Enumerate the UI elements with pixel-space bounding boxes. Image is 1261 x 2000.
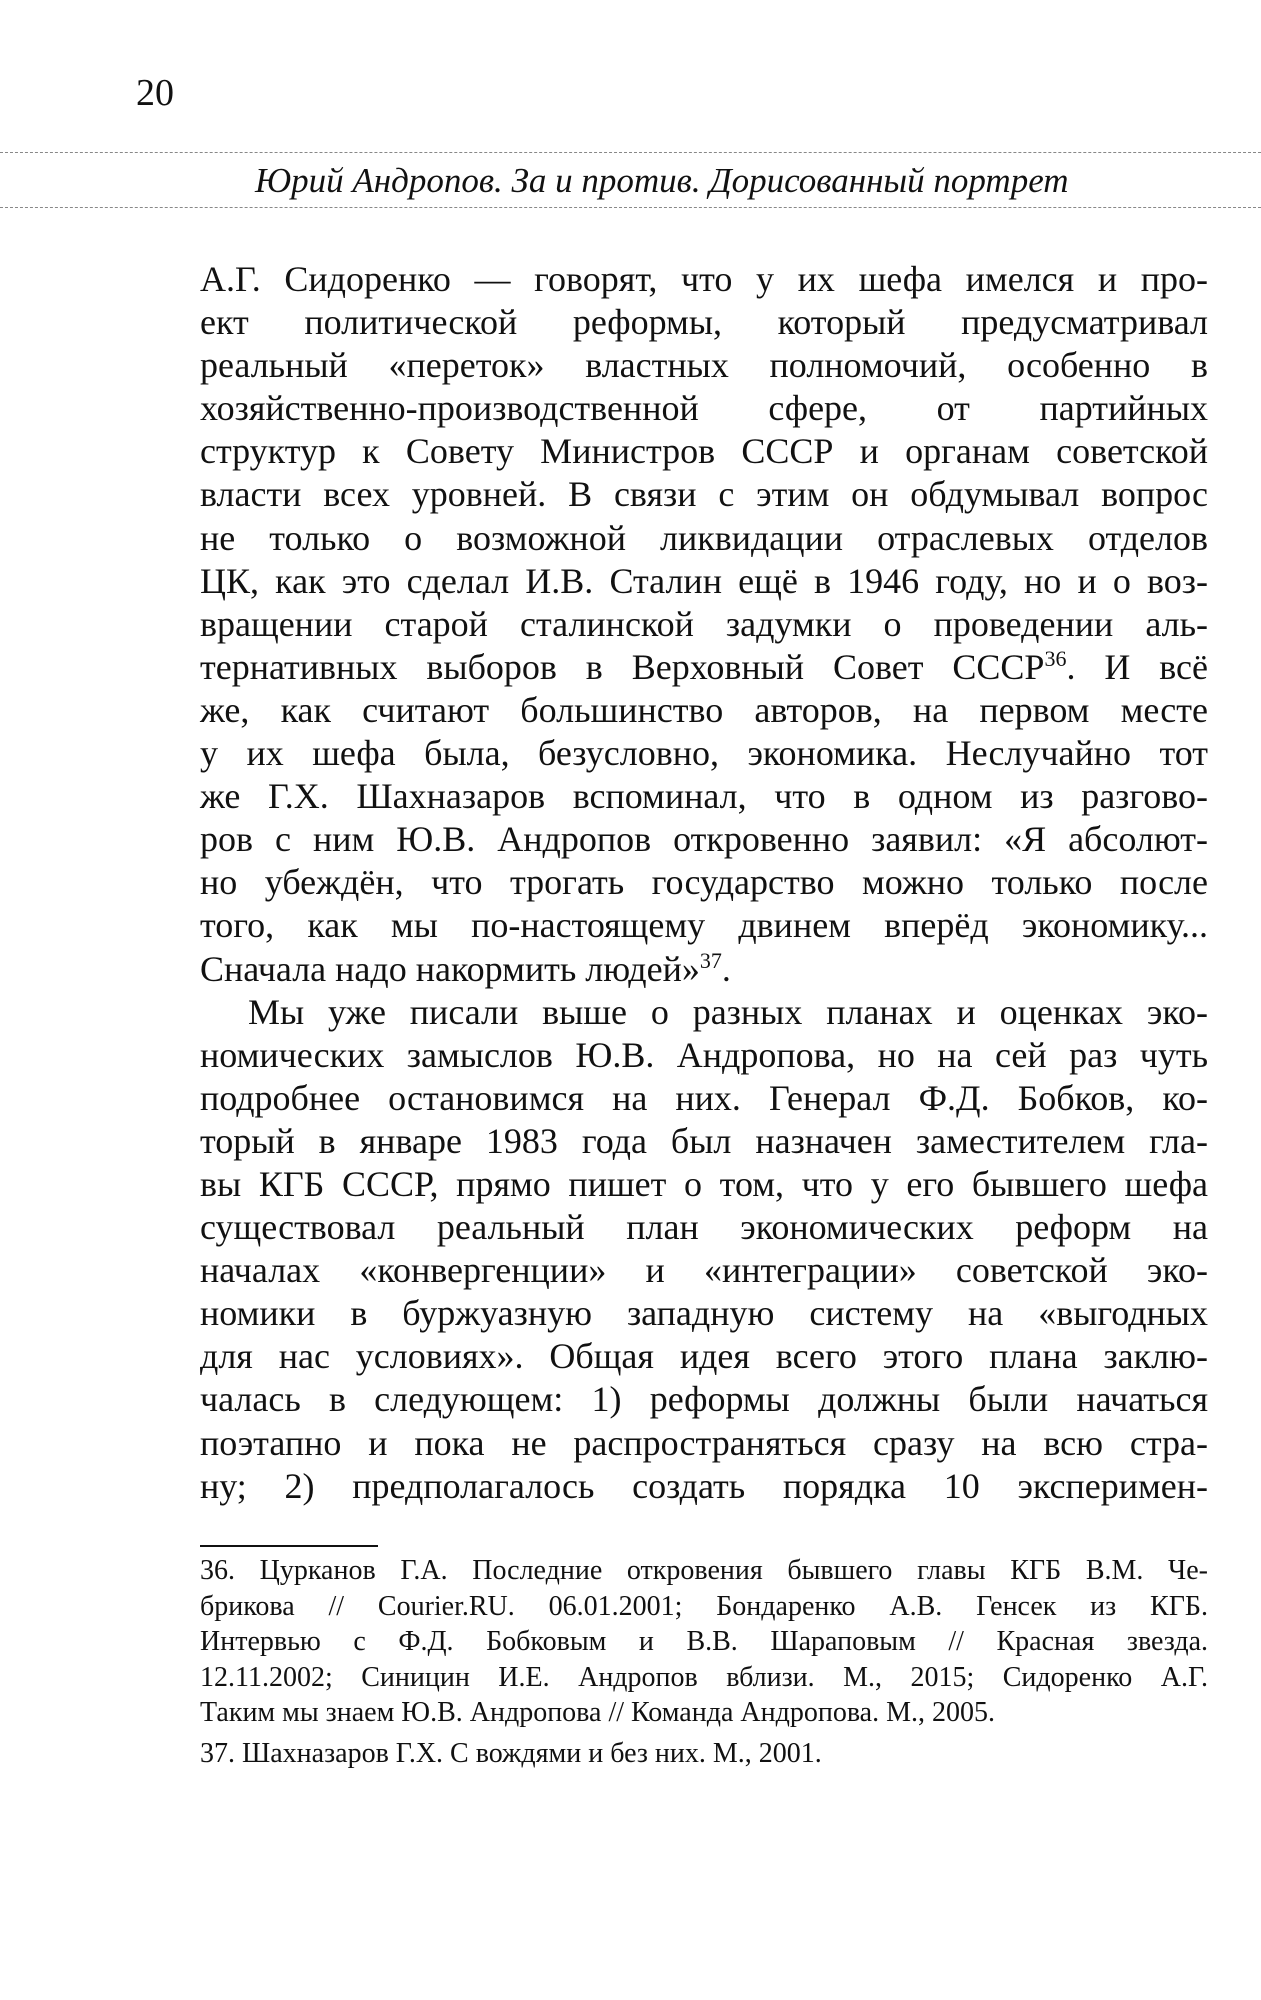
footnote-ref-37: 37: [699, 947, 722, 973]
footnote-line: брикова // Courier.RU. 06.01.2001; Бондаренко А.В. Генсек из КГБ.: [200, 1590, 1208, 1622]
footnote-line: 36. Цурканов Г.А. Последние откровения бывшего главы КГБ В.М. Че-: [200, 1555, 1208, 1586]
text-line: структур к Совету Министров СССР и органам советской: [200, 431, 1208, 472]
footnote-37: [200, 1736, 1208, 1772]
text-line: вы КГБ СССР, прямо пишет о том, что у его бывшего шефа: [200, 1163, 1208, 1204]
text-line: началах «конвергенции» и «интеграции» советской эко-: [200, 1250, 1208, 1291]
text-line: но убеждён, что трогать государство можно только после: [200, 862, 1208, 903]
text-segment: тернативных выборов в Верховный Совет СССР: [200, 646, 1045, 687]
body-text: [200, 258, 1208, 1508]
text-line: чалась в следующем: 1) реформы должны были начаться: [200, 1379, 1208, 1420]
page-number: 20: [136, 72, 174, 114]
text-line: реальный «переток» властных полномочий, особенно в: [200, 345, 1208, 386]
footnote-36: [200, 1553, 1208, 1731]
text-line: Мы уже писали выше о разных планах и оценках эко-: [248, 991, 1208, 1032]
text-line: торый в январе 1983 года был назначен заместителем гла-: [200, 1120, 1208, 1161]
text-line: вращении старой сталинской задумки о проведении аль-: [200, 603, 1208, 644]
text-line: ну; 2) предполагалось создать порядка 10 эксперимен-: [200, 1465, 1208, 1506]
text-line: же Г.Х. Шахназаров вспоминал, что в одном из разгово-: [200, 776, 1208, 817]
paragraph-2: [200, 991, 1208, 1508]
text-line: хозяйственно-производственной сфере, от партийных: [200, 388, 1208, 429]
footnote-ref-36: 36: [1044, 645, 1067, 671]
text-line: ект политической реформы, который предусматривал: [200, 302, 1208, 343]
text-line: А.Г. Сидоренко — говорят, что у их шефа имелся и про-: [200, 259, 1208, 299]
text-line: того, как мы по-настоящему двинем вперёд экономику...: [200, 905, 1208, 946]
text-segment: Сначала надо накормить людей»: [200, 948, 700, 989]
paragraph-1: [200, 258, 1208, 991]
text-line: ров с ним Ю.В. Андропов откровенно заявил: «Я абсолют-: [200, 819, 1208, 860]
footnote-line: Интервью с Ф.Д. Бобковым и В.В. Шараповым // Красная звезда.: [200, 1626, 1208, 1657]
header-rule-top: [0, 152, 1261, 153]
footnote-line: Таким мы знаем Ю.В. Андропова // Команда Андропова. М., 2005.: [200, 1697, 995, 1728]
footnote-line: 12.11.2002; Синицин И.Е. Андропов вблизи. М., 2015; Сидоренко А.Г.: [200, 1661, 1208, 1693]
text-segment: . И всё: [1066, 646, 1209, 687]
footnote-line: 37. Шахназаров Г.Х. С вождями и без них. М., 2001.: [200, 1737, 822, 1769]
text-line: поэтапно и пока не распространяться сразу на всю стра-: [200, 1422, 1208, 1463]
text-line: ЦК, как это сделал И.В. Сталин ещё в 1946 году, но и о воз-: [200, 560, 1208, 601]
text-line: не только о возможной ликвидации отраслевых отделов: [200, 517, 1208, 558]
text-line: власти всех уровней. В связи с этим он обдумывал вопрос: [200, 474, 1208, 515]
text-line: существовал реальный план экономических реформ на: [200, 1207, 1208, 1248]
text-line: номических замыслов Ю.В. Андропова, но на сей раз чуть: [200, 1034, 1208, 1075]
footnote-separator: [200, 1545, 378, 1547]
header-rule-bottom: [0, 207, 1261, 208]
text-line-with-footnote-ref: [200, 646, 1208, 689]
text-line: у их шефа была, безусловно, экономика. Неслучайно тот: [200, 733, 1208, 774]
footnotes: [200, 1553, 1208, 1771]
text-line: же, как считают большинство авторов, на первом месте: [200, 689, 1208, 730]
text-line: для нас условиях». Общая идея всего этого плана заклю-: [200, 1336, 1208, 1377]
text-line: подробнее остановимся на них. Генерал Ф.Д. Бобков, ко-: [200, 1077, 1208, 1118]
text-segment: .: [721, 948, 731, 989]
text-line-with-footnote-ref: [200, 948, 1208, 991]
text-line: номики в буржуазную западную систему на «выгодных: [200, 1293, 1208, 1334]
running-title: Юрий Андропов. За и против. Дорисованный портрет: [255, 161, 1069, 200]
